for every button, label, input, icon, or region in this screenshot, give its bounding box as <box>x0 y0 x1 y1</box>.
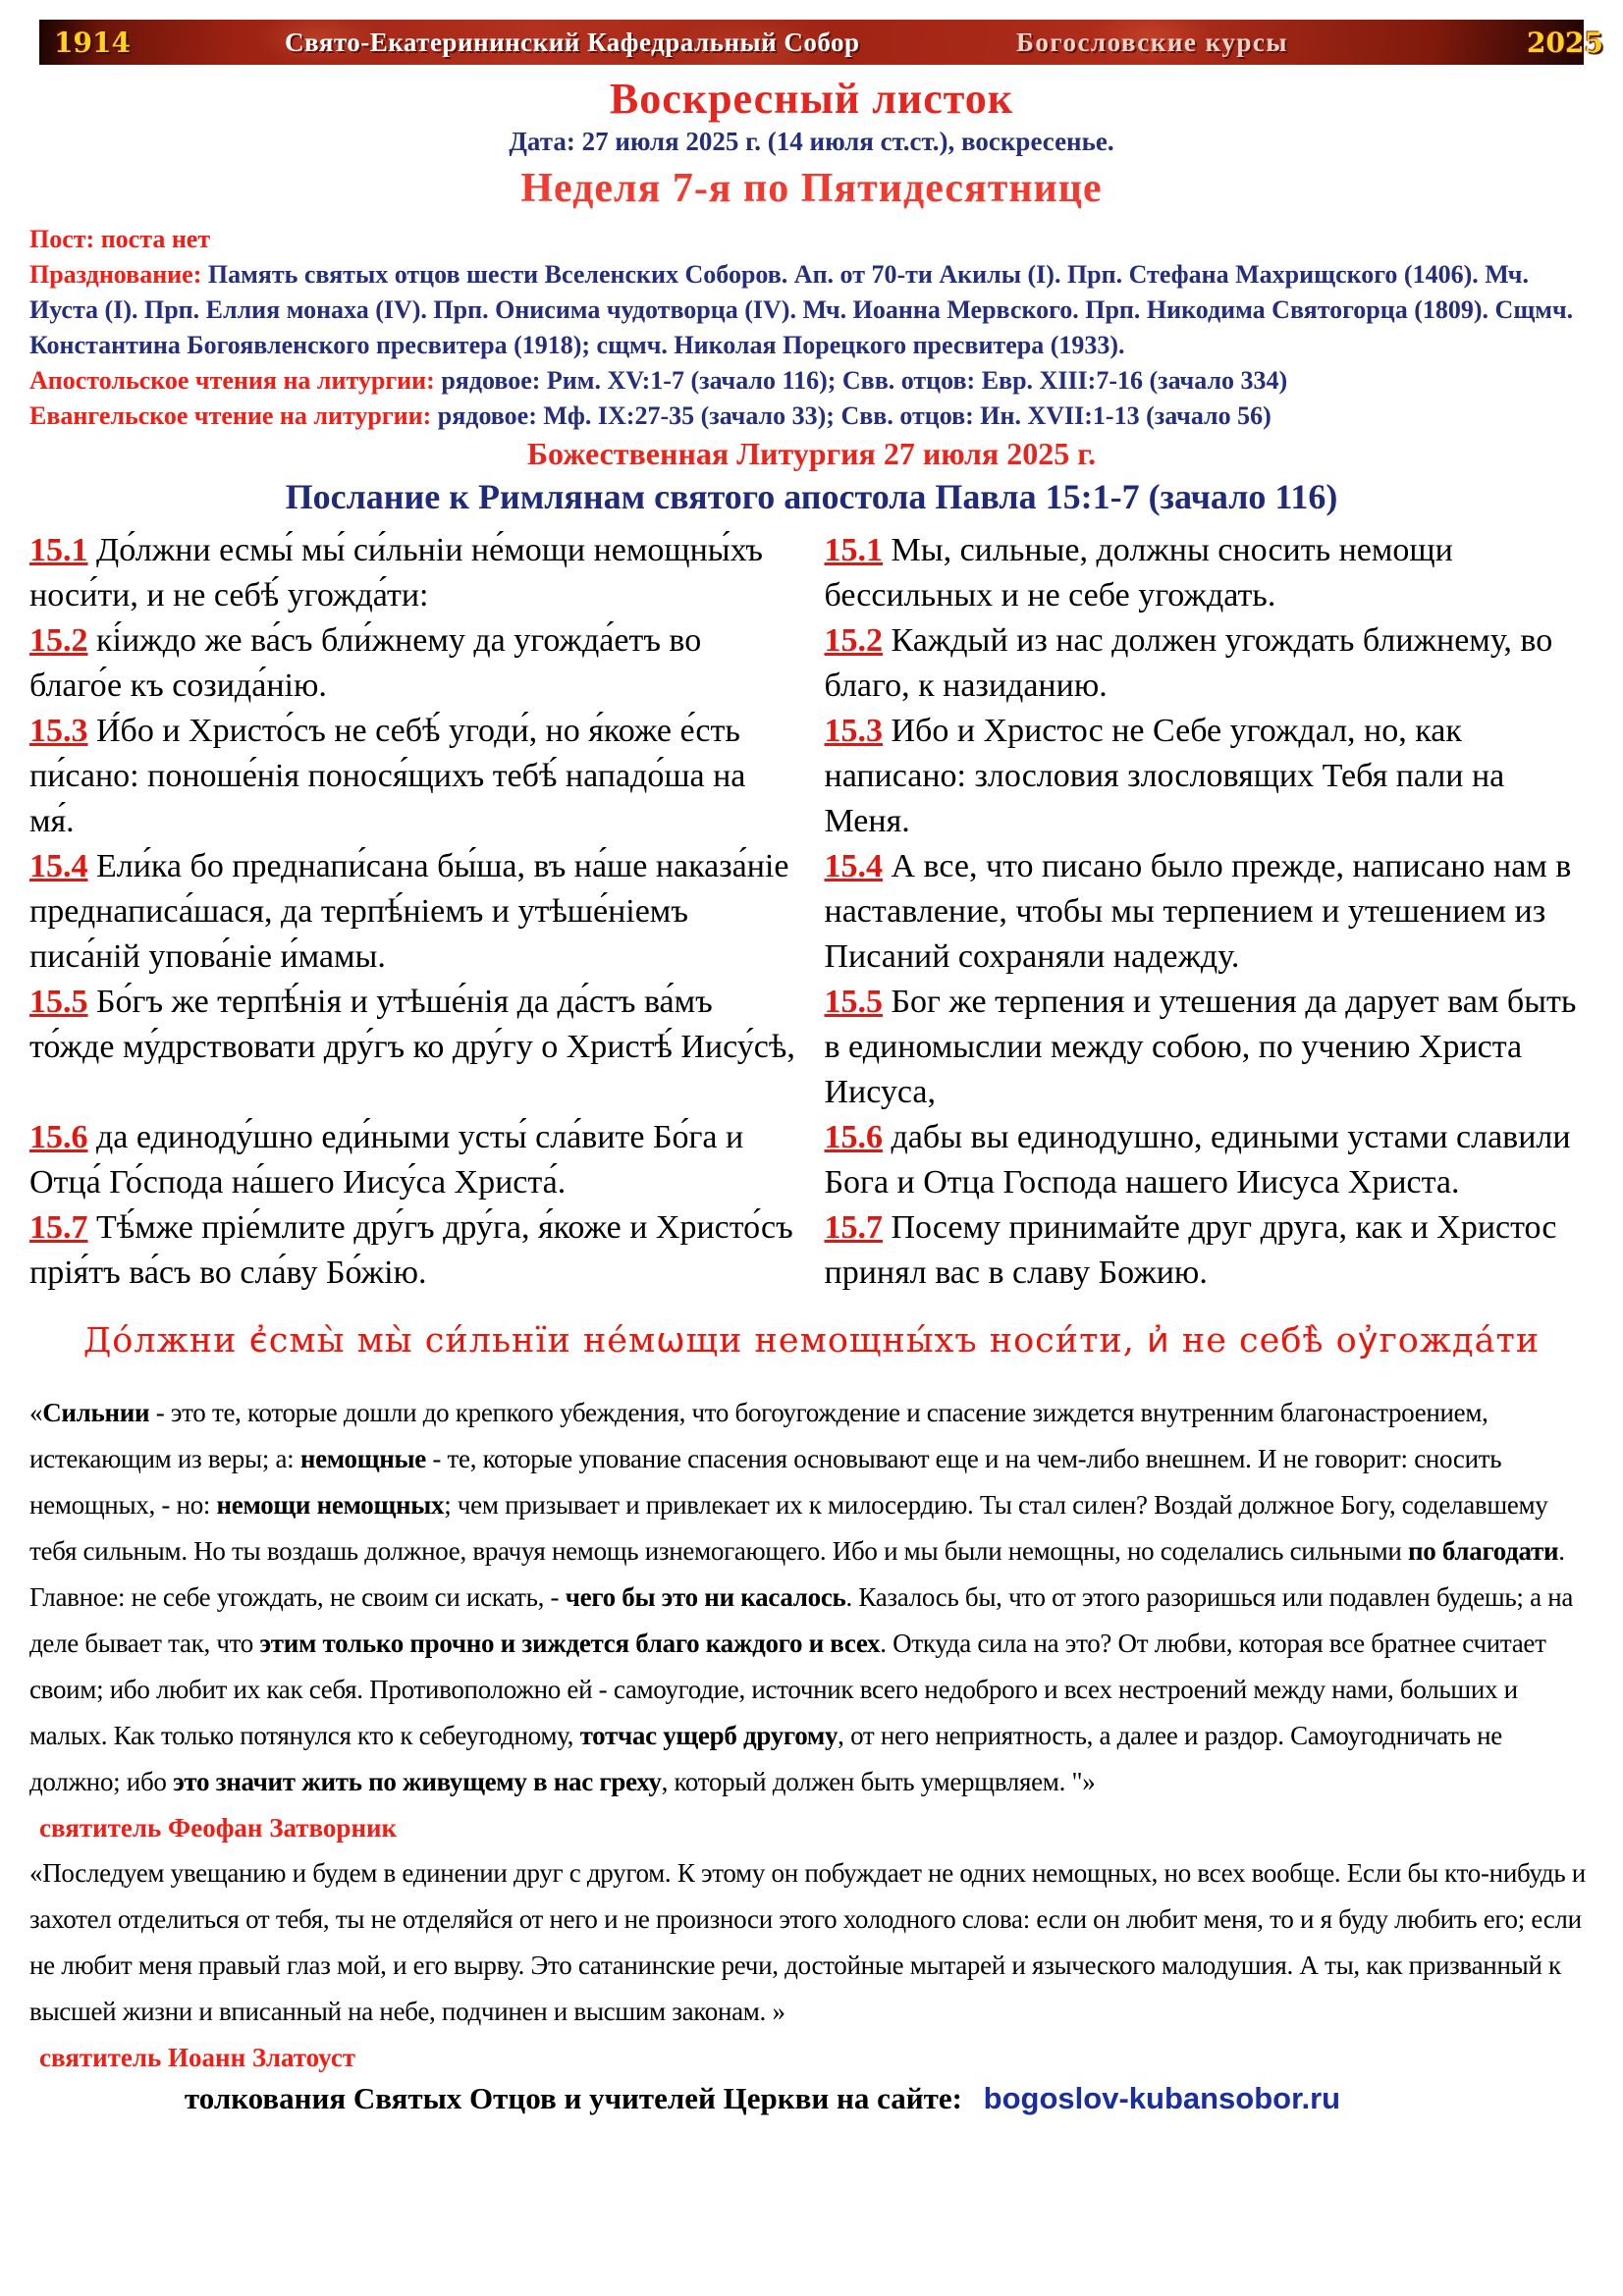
banner-church-name: Свято-Екатерининский Кафедральный Собор <box>285 27 860 57</box>
verse-text-slavonic: 15.3 И́бо и Христо́съ не себѣ́ угоди́, но я́коже е́сть пи́сано: поноше́нія понося́щихъ тебѣ́ нападо́ша на мя́. <box>29 713 746 839</box>
verse-number: 15.4 <box>824 848 883 884</box>
epistle-heading: Послание к Римлянам святого апостола Павла 15:1-7 (зачало 116) <box>285 477 1338 516</box>
fast-value: поста нет <box>100 225 211 253</box>
verse-number: 15.6 <box>824 1119 883 1155</box>
apostle-reading-text: рядовое: Рим. XV:1-7 (зачало 116); Свв. отцов: Евр. XIII:7-16 (зачало 334) <box>441 366 1288 395</box>
verse-number: 15.5 <box>824 984 883 1020</box>
verse-text-russian: 15.2 Каждый из нас должен угождать ближнему, во благо, к назиданию. <box>824 622 1553 704</box>
fast-label: Пост: <box>29 225 95 253</box>
attribution: святитель Иоанн Златоуст <box>39 2043 356 2072</box>
gospel-reading-label: Евангельское чтение на литургии: <box>29 401 432 430</box>
verse-text-russian: 15.6 дабы вы единодушно, едиными устами славили Бога и Отца Господа нашего Иисуса Христа. <box>824 1119 1571 1201</box>
verse-number: 15.4 <box>29 848 88 884</box>
verse-text-slavonic: 15.2 кі́иждо же ва́съ бли́жнему да угожда́етъ во благо́е къ созида́нію. <box>29 622 702 704</box>
verse-text-slavonic: 15.1 До́лжни есмы́ мы́ си́льніи не́мощи немощны́хъ носи́ти, и не себѣ́ угожда́ти: <box>29 532 763 614</box>
commentary-paragraph: «Сильнии - это те, которые дошли до крепкого убеждения, что богоугождение и спасение зиждется внутренним благонастроением, истекающим из веры; а: немощные - те, которые упование спасения основывают еще и на чем-либо внешнем. И не говорит: сносить немощных, - но: немощи немощных; чем призывает и привлекает их к милосердию. Ты стал силен? Воздай должное Богу, соделавшему тебя сильным. Но ты воздашь должное, врачуя немощь изнемогающего. Ибо и мы были немощны, но соделались сильными по благодати. Главное: не себе угождать, не своим си искать, - чего бы это ни касалось. Казалось бы, что от этого разоришься или подавлен будешь; а на деле бывает так, что этим только прочно и зиждется благо каждого и всех. Откуда сила на это? От любви, которая все братнее считает своим; ибо любит их как себя. Противоположно ей - самоугодие, источник всего недоброго и всех нестроений между нами, больших и малых. Как только потянулся кто к себеугодному, тотчас ущерб другому, от него неприятность, а далее и раздор. Самоугодничать не должно; ибо это значит жить по живущему в нас греху, который должен быть умерщвляем. "» <box>29 1398 1574 1796</box>
verse-text-russian: 15.3 Ибо и Христос не Себе угождал, но, как написано: злословия злословящих Тебя пали на Меня. <box>824 713 1505 839</box>
verse-number: 15.1 <box>824 532 883 568</box>
verse-text-russian: 15.7 Посему принимайте друг друга, как и Христос принял вас в славу Божию. <box>824 1209 1557 1291</box>
celebration-label: Празднование: <box>29 260 202 289</box>
verse-number: 15.3 <box>824 713 883 749</box>
verse-number: 15.6 <box>29 1119 88 1155</box>
celebration-text: Память святых отцов шести Вселенских Соборов. Ап. от 70-ти Акилы (I). Прп. Стефана Махрищского (1406). Мч. Иуста (I). Прп. Еллия монаха (IV). Прп. Онисима чудотворца (IV). Мч. Иоанна Мервского. Прп. Никодима Святогорца (1809). Сщмч. Константина Богоявленского пресвитера (1918); сщмч. Николая Порецкого пресвитера (1933). <box>29 260 1574 359</box>
verse-number: 15.5 <box>29 984 88 1020</box>
footer-label: толкования Святых Отцов и учителей Церкви на сайте: <box>184 2081 962 2115</box>
commentary-paragraph: «Последуем увещанию и будем в единении друг с другом. К этому он побуждает не одних немощных, но всех вообще. Если бы кто-нибудь и захотел отделиться от тебя, ты не отделяйся от него и не произноси этого холодного слова: если он любит меня, то и я буду любить его; если не любит меня правый глаз мой, и его вырву. Это сатанинские речи, достойные мытарей и языческого малодушия. А ты, как призванный к высшей жизни и вписанный на небе, подчинен и высшим законам. » <box>29 1858 1586 2026</box>
verse-number: 15.2 <box>29 622 88 659</box>
masthead-banner <box>39 20 1603 65</box>
celebration-line <box>29 257 1594 363</box>
date-line: Дата: 27 июля 2025 г. (14 июля ст.ст.), воскресенье. <box>509 127 1114 156</box>
verse-number: 15.1 <box>29 532 88 568</box>
liturgy-heading: Божественная Литургия 27 июля 2025 г. <box>526 436 1097 471</box>
verse-text-slavonic: 15.4 Ели́ка бо преднапи́сана бы́ша, въ на́ше наказа́ніе преднаписа́шася, да терпѣ́ніемъ и утѣше́ніемъ писа́ній упова́ніе и́мамы. <box>29 848 789 975</box>
epistle-verses <box>29 528 1594 1296</box>
footer-url[interactable]: bogoslov-kubansobor.ru <box>983 2081 1341 2115</box>
slavonic-quote: До́лжни є҆смы̀ мы̀ си́льнїи не́мѡщи немощны́хъ носи́ти, и҆ не себѣ̀ оу҆гожда́ти <box>82 1321 1541 1361</box>
attribution: святитель Феофан Затворник <box>39 1813 398 1842</box>
fast-line <box>29 222 1594 257</box>
verse-text-slavonic: 15.6 да единоду́шно еди́ными усты́ сла́вите Бо́га и Отца́ Го́спода на́шего Иису́са Христа́. <box>29 1119 744 1201</box>
verse-text-slavonic: 15.5 Бо́гъ же терпѣ́нія и утѣше́нія да да́стъ ва́мъ то́жде му́дрствовати дру́гъ ко дру́гу о Христѣ́ Иису́сѣ, <box>29 984 795 1065</box>
verse-text-slavonic: 15.7 Тѣ́мже пріе́млите дру́гъ дру́га, я́коже и Христо́съ прія́тъ ва́съ во сла́ву Бо́жію. <box>29 1209 793 1291</box>
banner-year-right: 2025 <box>1527 27 1603 59</box>
verse-number: 15.2 <box>824 622 883 659</box>
document-body <box>29 77 1594 2117</box>
leaflet-title: Воскресный листок <box>609 75 1014 123</box>
verse-text-russian: 15.4 А все, что писано было прежде, написано нам в наставление, чтобы мы терпением и утешением из Писаний сохраняли надежду. <box>824 848 1572 975</box>
verse-text-russian: 15.5 Бог же терпения и утешения да дарует вам быть в единомыслии между собою, по учению Христа Иисуса, <box>824 984 1577 1110</box>
commentary-section <box>29 1390 1594 2074</box>
week-title: Неделя 7-я по Пятидесятнице <box>520 166 1103 211</box>
service-info <box>29 222 1594 434</box>
gospel-reading-text: рядовое: Мф. IX:27-35 (зачало 33); Свв. отцов: Ин. XVII:1-13 (зачало 56) <box>437 401 1271 430</box>
banner-program-label: Богословские курсы <box>1016 27 1288 57</box>
apostle-reading-label: Апостольское чтения на литургии: <box>29 366 435 395</box>
gospel-reading-line <box>29 399 1594 434</box>
verse-text-russian: 15.1 Мы, сильные, должны сносить немощи бессильных и не себе угождать. <box>824 532 1453 614</box>
footer-line <box>29 2080 1594 2117</box>
verse-number: 15.7 <box>824 1209 883 1246</box>
banner-year-left: 1914 <box>54 27 131 59</box>
verse-number: 15.7 <box>29 1209 88 1246</box>
apostle-reading-line <box>29 363 1594 399</box>
verse-number: 15.3 <box>29 713 88 749</box>
